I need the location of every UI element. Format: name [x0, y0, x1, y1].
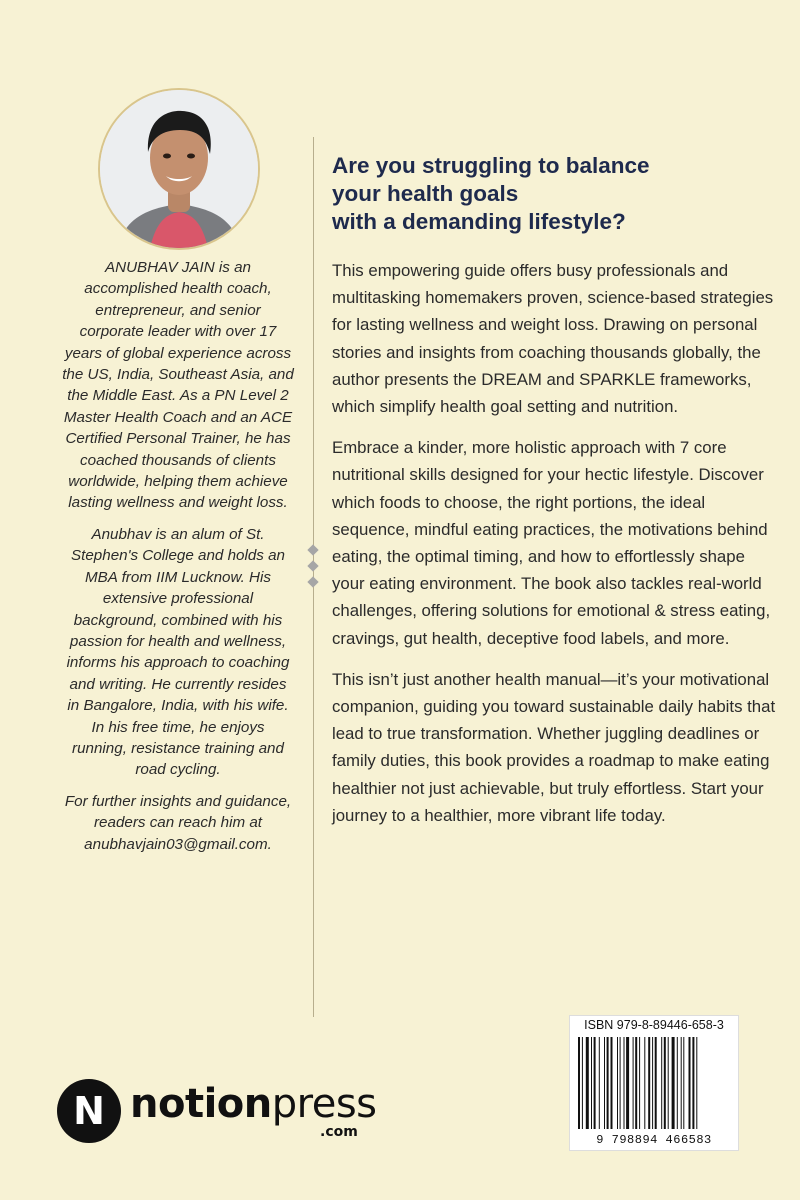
headline-line: Are you struggling to balance: [332, 153, 650, 178]
divider-ornament: [307, 560, 318, 571]
author-bio: [62, 257, 294, 865]
barcode-bar: [644, 1037, 645, 1129]
barcode-bar: [594, 1037, 596, 1129]
barcode-bar: [683, 1037, 684, 1129]
publisher-name-regular: press: [271, 1081, 377, 1127]
author-bio-paragraph: Anubhav is an alum of St. Stephen's College and holds an MBA from IIM Lucknow. His extensive professional background, combined with his passion for health and wellness, informs his approach to coaching and writing. He currently resides in Bangalore, India, with his wife. In his free time, he enjoys running, resistance training and road cycling.: [66, 525, 290, 779]
author-contact: For further insights and guidance, readers can reach him at anubhavjain03@gmail.com.: [64, 792, 292, 853]
back-cover-headline: [332, 152, 772, 236]
description-paragraph: Embrace a kinder, more holistic approach with 7 core nutritional skills designed for your hectic lifestyle. Discover which foods to choose, the right portions, the ideal sequence, mindful eating practices, the motivations behind eating, the optimal timing, and how to effortlessly shape your eating environment. The book also tackles real-world challenges, offering solutions for emotional & stress eating, cravings, gut health, deceptive food labels, and more.: [332, 438, 771, 648]
divider-ornament: [307, 544, 318, 555]
barcode-bar: [652, 1037, 653, 1129]
barcode-bars: [578, 1037, 730, 1129]
description-paragraph: This empowering guide offers busy professionals and multitasking homemakers proven, science-based strategies for lasting wellness and weight loss. Drawing on personal stories and insights from coaching thousands globally, the author presents the DREAM and SPARKLE frameworks, which simplify health goal setting and nutrition.: [332, 261, 774, 417]
description-paragraph: This isn’t just another health manual—it’s your motivational companion, guiding you toward sustainable daily habits that lead to true transformation. Whether juggling deadlines or family duties, this book provides a roadmap to make eating healthier not just achievable, but truly effortless. Start your journey to a healthier, more vibrant life today.: [332, 669, 776, 825]
barcode-bar: [689, 1037, 691, 1129]
barcode-bar: [591, 1037, 592, 1129]
barcode-bar: [586, 1037, 589, 1129]
book-description: [332, 257, 776, 843]
barcode-bar: [672, 1037, 675, 1129]
barcode-bar: [626, 1037, 629, 1129]
barcode-bar: [611, 1037, 613, 1129]
notionpress-logo-icon: [56, 1078, 122, 1144]
barcode-bar: [604, 1037, 605, 1129]
barcode-bar: [648, 1037, 650, 1129]
barcode-bar: [696, 1037, 697, 1129]
barcode-bar: [655, 1037, 657, 1129]
barcode-bar: [617, 1037, 618, 1129]
author-bio-paragraph: ANUBHAV JAIN is an accomplished health coach, entrepreneur, and senior corporate leader with over 17 years of global experience across the US, India, Southeast Asia, and the Middle East. As a PN Level 2 Master Health Coach and an ACE Certified Personal Trainer, he has coached thousands of clients worldwide, helping them achieve lasting wellness and weight loss.: [62, 259, 294, 512]
barcode-bar: [664, 1037, 666, 1129]
publisher-name-bold: notion: [130, 1081, 272, 1127]
barcode-bar: [620, 1037, 621, 1129]
barcode-bar: [607, 1037, 609, 1129]
barcode-bar: [692, 1037, 694, 1129]
publisher-logo: [56, 1072, 376, 1152]
barcode-bar: [633, 1037, 634, 1129]
author-portrait-image: [100, 90, 258, 248]
headline-line: your health goals: [332, 181, 519, 206]
barcode-bar: [578, 1037, 580, 1129]
isbn-label: ISBN 979-8-89446-658-3: [584, 1018, 724, 1032]
barcode-bar: [582, 1037, 583, 1129]
divider-ornament: [307, 576, 318, 587]
barcode-digits: 9 798894 466583: [596, 1133, 712, 1147]
publisher-name: [130, 1082, 377, 1126]
barcode-bar: [624, 1037, 625, 1129]
barcode-bar: [661, 1037, 662, 1129]
author-photo: [98, 88, 260, 250]
barcode-bar: [635, 1037, 637, 1129]
barcode-bar: [681, 1037, 682, 1129]
barcode-bar: [668, 1037, 669, 1129]
logo-letter: N: [73, 1089, 105, 1133]
publisher-domain: .com: [320, 1124, 358, 1140]
isbn-barcode: [569, 1015, 739, 1151]
headline-line: with a demanding lifestyle?: [332, 209, 626, 234]
barcode-bar: [677, 1037, 678, 1129]
barcode-bar: [639, 1037, 640, 1129]
barcode-bar: [599, 1037, 600, 1129]
